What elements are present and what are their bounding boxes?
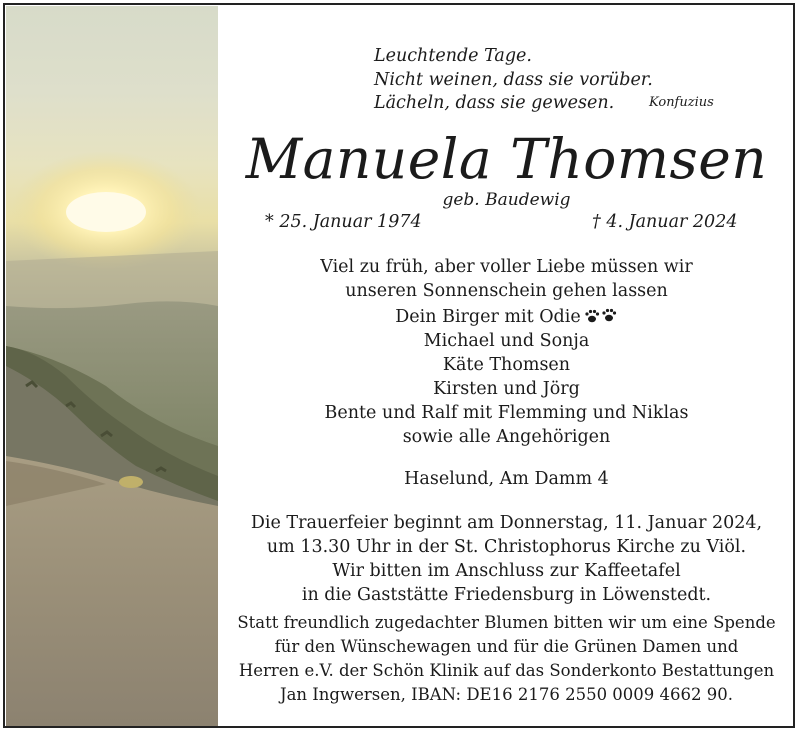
- deceased-name: Manuela Thomsen: [245, 127, 768, 191]
- address: Haselund, Am Damm 4: [404, 469, 609, 489]
- birth-name: geb. Baudewig: [442, 190, 571, 210]
- death-date: † 4. Januar 2024: [592, 212, 738, 232]
- quote-line-2: Nicht weinen, dass sie vorüber.: [374, 70, 653, 90]
- message-line-2: unseren Sonnenschein gehen lassen: [345, 281, 668, 301]
- donation-line-3: Herren e.V. der Schön Klinik auf das Sonderkonto Bestattungen: [238, 661, 775, 680]
- obituary-text: [218, 6, 795, 726]
- mourner-line-3: Käte Thomsen: [442, 355, 571, 375]
- message-line-1: Viel zu früh, aber voller Liebe müssen wir: [320, 257, 693, 277]
- mourner-line-5: Bente und Ralf mit Flemming und Niklas: [324, 403, 689, 423]
- donation-line-2: für den Wünschewagen und für die Grünen Damen und: [274, 637, 739, 656]
- mourner-line-1: [218, 306, 795, 328]
- funeral-line-3: Wir bitten im Anschluss zur Kaffeetafel: [332, 561, 681, 581]
- mourner-line-6: sowie alle Angehörigen: [402, 427, 611, 447]
- funeral-line-2: um 13.30 Uhr in der St. Christophorus Kirche zu Viöl.: [266, 537, 747, 557]
- donation-line-1: Statt freundlich zugedachter Blumen bitten wir um eine Spende: [237, 613, 776, 632]
- quote-author: Konfuzius: [649, 95, 714, 110]
- funeral-line-1: Die Trauerfeier beginnt am Donnerstag, 11. Januar 2024,: [250, 513, 763, 533]
- quote-line-3: Lächeln, dass sie gewesen.: [374, 93, 615, 113]
- mourner-line-4: Kirsten und Jörg: [433, 379, 580, 399]
- mourner-line-2: Michael und Sonja: [423, 331, 590, 351]
- paw-prints-icon: [584, 308, 618, 324]
- quote-line-1: Leuchtende Tage.: [374, 46, 532, 66]
- funeral-line-4: in die Gaststätte Friedensburg in Löwenstedt.: [301, 585, 712, 605]
- sunset-landscape-photo: [6, 6, 218, 726]
- mourner-text: Dein Birger mit Odie: [395, 307, 581, 327]
- donation-line-4: Jan Ingwersen, IBAN: DE16 2176 2550 0009 4662 90.: [279, 685, 734, 704]
- birth-date: * 25. Januar 1974: [265, 212, 422, 232]
